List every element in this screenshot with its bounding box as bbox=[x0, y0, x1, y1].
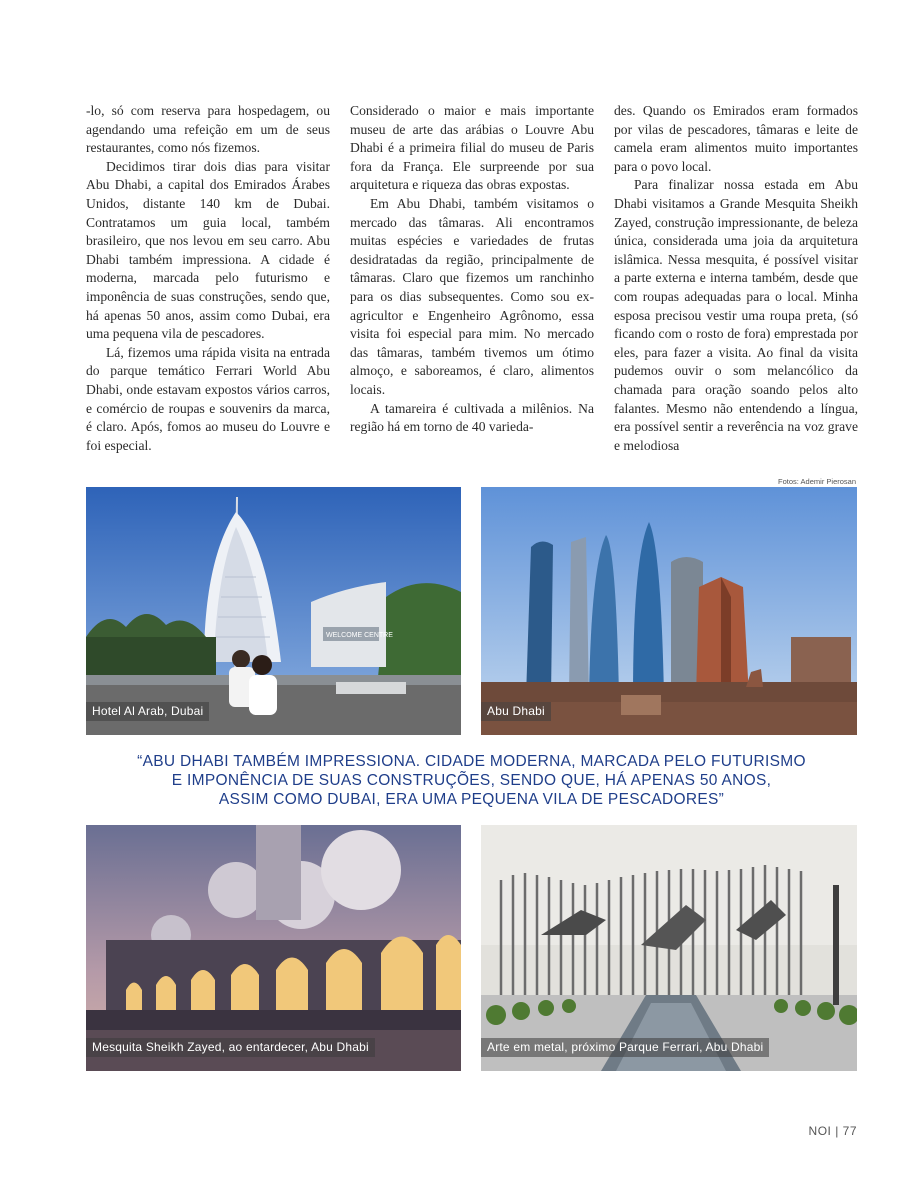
text-column-1 bbox=[86, 102, 330, 455]
pull-quote-line: E IMPONÊNCIA DE SUAS CONSTRUÇÕES, SENDO QUE, HÁ APENAS 50 ANOS, bbox=[171, 772, 772, 789]
photo-abu-dhabi bbox=[481, 487, 857, 735]
welcome-sign: WELCOME CENTRE bbox=[326, 632, 393, 639]
text-column-3 bbox=[614, 102, 858, 455]
paragraph: Considerado o maior e mais importante museu de arte das arábias o Louvre Abu Dhabi é a primeira filial do museu de Paris fora da França. Ele surpreende por sua arquitetura e riqueza das obras expostas. bbox=[350, 103, 594, 193]
paragraph: A tamareira é cultivada a milênios. Na região há em torno de 40 varieda- bbox=[350, 400, 594, 435]
paragraph: Lá, fizemos uma rápida visita na entrada do parque temático Ferrari World Abu Dhabi, onde estavam expostos vários carros, e comércio de roupas e souvenirs da marca, é claro. Após, fomos ao museu do Louvre e foi especial. bbox=[86, 344, 330, 453]
pull-quote bbox=[86, 752, 857, 809]
photo-credit: Fotos: Ademir Pierosan bbox=[778, 477, 856, 486]
paragraph: Em Abu Dhabi, também visitamos o mercado das tâmaras. Ali encontramos muitas espécies e variedades de frutas desidratadas da região, principalmente de tâmaras. Claro que fizemos um ranchinho para os dias subsequentes. Como sou ex-agricultor e Engenheiro Agrônomo, essa visita foi especial para mim. No mercado das tâmaras, também tivemos um ótimo almoço, e saboreamos, é claro, alimentos locais. bbox=[350, 195, 594, 397]
paragraph: Para finalizar nossa estada em Abu Dhabi visitamos a Grande Mesquita Sheikh Zayed, construção impressionante, de beleza única, considerada uma joia da arquitetura islâmica. Nessa mesquita, é possível visitar a parte externa e interna também, desde que com roupas adequadas para o local. Minha esposa precisou vestir uma roupa preta, (só ficando com o rosto de fora) emprestada por eles, para fazer a visita. Ao final da visita pudemos ouvir o som melancólico da chamada para oração soando pelos alto falantes. Mesmo não entendendo a língua, era possível sentir a reverência na voz grave e melodiosa bbox=[614, 177, 858, 453]
photo-caption: Arte em metal, próximo Parque Ferrari, Abu Dhabi bbox=[481, 1038, 769, 1057]
paragraph: des. Quando os Emirados eram formados por vilas de pescadores, tâmaras e leite de camela eram alimentos muito importantes para o povo local. bbox=[614, 103, 858, 174]
photo-caption: Abu Dhabi bbox=[481, 702, 551, 721]
photo-hotel-al-arab bbox=[86, 487, 461, 735]
paragraph: Decidimos tirar dois dias para visitar Abu Dhabi, a capital dos Emirados Árabes Unidos, distante 140 km de Dubai. Contratamos um guia local, também brasileiro, que nos levou em seu carro. Abu Dhabi também impressiona. A cidade é moderna, marcada pelo futurismo e imponência de suas construções, sendo que, há apenas 50 anos, assim como Dubai, era uma pequena vila de pescadores. bbox=[86, 158, 330, 342]
photo-sheikh-zayed-mosque bbox=[86, 825, 461, 1071]
text-column-2 bbox=[350, 102, 594, 437]
photo-caption: Mesquita Sheikh Zayed, ao entardecer, Abu Dhabi bbox=[86, 1038, 375, 1057]
pull-quote-line: “ABU DHABI TAMBÉM IMPRESSIONA. CIDADE MODERNA, MARCADA PELO FUTURISMO bbox=[137, 753, 806, 770]
paragraph: -lo, só com reserva para hospedagem, ou agendando uma refeição em um de seus restaurantes, como nós fizemos. bbox=[86, 103, 330, 156]
photo-caption: Hotel Al Arab, Dubai bbox=[86, 702, 209, 721]
photo-metal-art bbox=[481, 825, 857, 1071]
page-number: NOI | 77 bbox=[808, 1124, 857, 1138]
pull-quote-line: ASSIM COMO DUBAI, ERA UMA PEQUENA VILA DE PESCADORES” bbox=[218, 791, 725, 808]
